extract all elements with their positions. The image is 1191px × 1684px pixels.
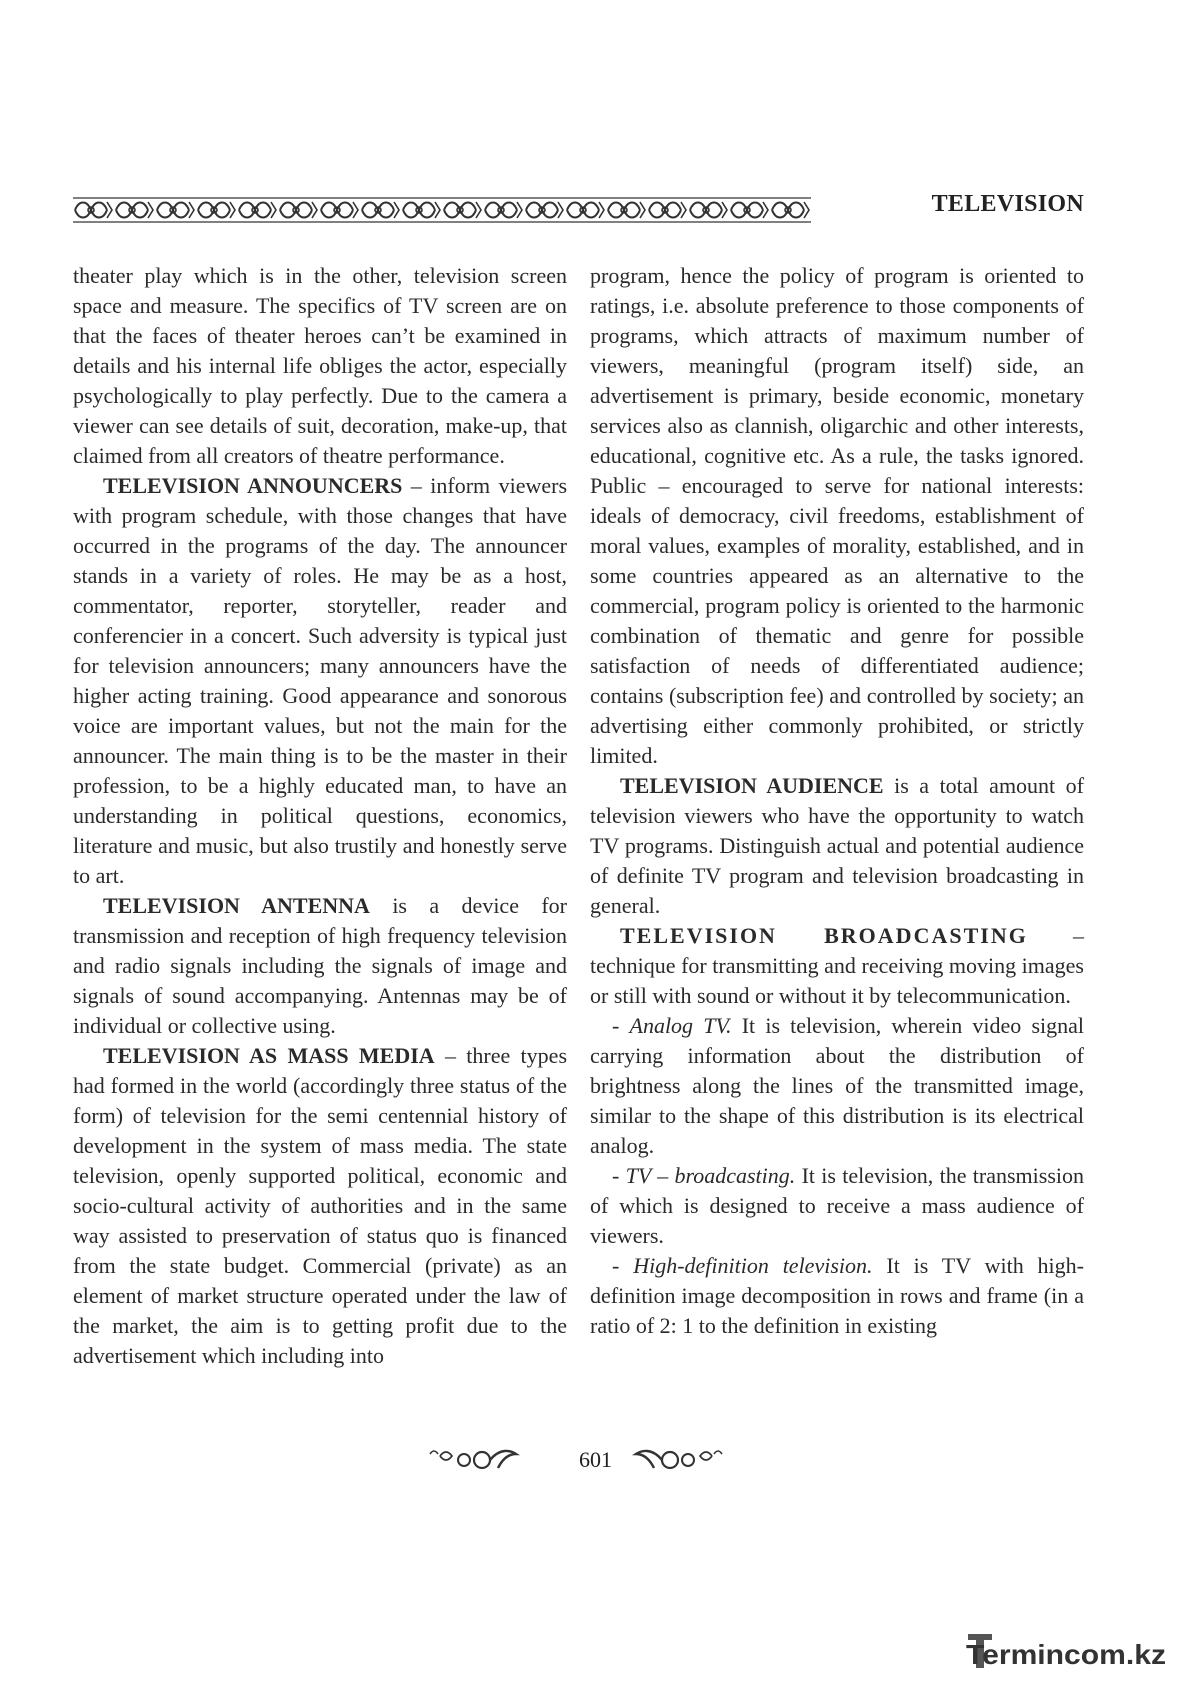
subentry-hdtv: [590, 1251, 1084, 1341]
subentry-term: High-definition television.: [633, 1253, 873, 1278]
subentry-dash: -: [612, 1013, 630, 1038]
entry-text: is a total amount of television viewers who have the opportunity to watch TV programs. Distinguish actual and potential audience of definite TV program and television broadcasting in general.: [590, 773, 1085, 918]
header-ornament: [73, 196, 811, 224]
entry-term: TELEVISION AS MASS MEDIA: [103, 1043, 435, 1068]
subentry-dash: -: [612, 1163, 626, 1188]
entry-announcers: [73, 471, 567, 891]
paragraph-continuation: theater play which is in the other, television screen space and measure. The specifics of TV screen are on that the faces of theater heroes can’t be examined in details and his internal life obliges the actor, especially psychologically to play perfectly. Due to the camera a viewer can see details of suit, decoration, make-up, that claimed from all creators of theatre performance.: [73, 263, 567, 468]
subentry-text: It is television, the transmission of which is designed to receive a mass audience of viewers.: [590, 1163, 1084, 1248]
entry-audience: [590, 771, 1084, 921]
entry-text: is a device for transmission and reception of high frequency television and radio signals including the signals of image and signals of sound accompanying. Antennas may be of individual or collective using.: [73, 893, 568, 1038]
subentry-dash: -: [612, 1253, 634, 1278]
entry-text: – three types had formed in the world (accordingly three status of the form) of television for the semi centennial history of development in the system of mass media. The state television, openly supported political, economic and socio-cultural activity of authorities and in the same way assisted to preservation of status quo is financed from the state budget. Commercial (private) as an element of market structure operated under the law of the market, the aim is to getting profit due to the advertisement which including into: [73, 1043, 568, 1368]
watermark-text: Termincom.kz: [966, 1639, 1166, 1670]
subentry-term: Analog TV.: [629, 1013, 732, 1038]
entry-text: – technique for transmitting and receiving moving images or still with sound or without it by telecommunication.: [590, 923, 1085, 1008]
subentry-text: It is television, wherein video signal carrying information about the distribution of brightness along the lines of the transmitted image, similar to the shape of this distribution is its electrical analog.: [590, 1013, 1085, 1158]
footer-ornament-right: [632, 1446, 724, 1472]
entry-text: – inform viewers with program schedule, with those changes that have occurred in the programs of the day. The announcer stands in a variety of roles. He may be as a host, commentator, reporter, storyteller, reader and conferencier in a concert. Such adversity is typical just for television announcers; many announcers have the higher acting training. Good appearance and sonorous voice are important values, but not the main for the announcer. The main thing is to be the master in their profession, to be a highly educated man, to have an understanding in political questions, economics, literature and music, but also trustily and honestly serve to art.: [73, 473, 568, 888]
entry-antenna: [73, 891, 567, 1041]
running-head: TELEVISION: [931, 191, 1084, 217]
left-column: [73, 261, 567, 1371]
entry-term: TELEVISION AUDIENCE: [620, 773, 884, 798]
subentry-tv-broadcasting: [590, 1161, 1084, 1251]
subentry-term: TV – broadcasting.: [625, 1163, 796, 1188]
entry-term: TELEVISION BROADCASTING: [620, 923, 1028, 948]
subentry-text: It is TV with high-definition image decomposition in rows and frame (in a ratio of 2: 1 to the definition in existing: [590, 1253, 1084, 1338]
entry-mass-media: [73, 1041, 567, 1371]
page-number: 601: [579, 1447, 612, 1472]
entry-term: TELEVISION ANTENNA: [103, 893, 370, 918]
entry-broadcasting: [590, 921, 1084, 1011]
termincom-logo: [962, 1632, 1172, 1672]
subentry-analog: [590, 1011, 1084, 1161]
paragraph-continuation: program, hence the policy of program is oriented to ratings, i.e. absolute preference to those components of programs, which attracts of maximum number of viewers, meaningful (program itself) side, an advertisement is primary, beside economic, monetary services also as clannish, oligarchic and other interests, educational, cognitive etc. As a rule, the tasks ignored. Public – encouraged to serve for national interests: ideals of democracy, civil freedoms, establishment of moral values, examples of morality, established, and in some countries appeared as an alternative to the commercial, program policy is oriented to the harmonic combination of thematic and genre for possible satisfaction of needs of differentiated audience; contains (subscription fee) and controlled by society; an advertising either commonly prohibited, or strictly limited.: [590, 263, 1084, 768]
entry-term: TELEVISION ANNOUNCERS: [103, 473, 403, 498]
right-column: [590, 261, 1084, 1341]
